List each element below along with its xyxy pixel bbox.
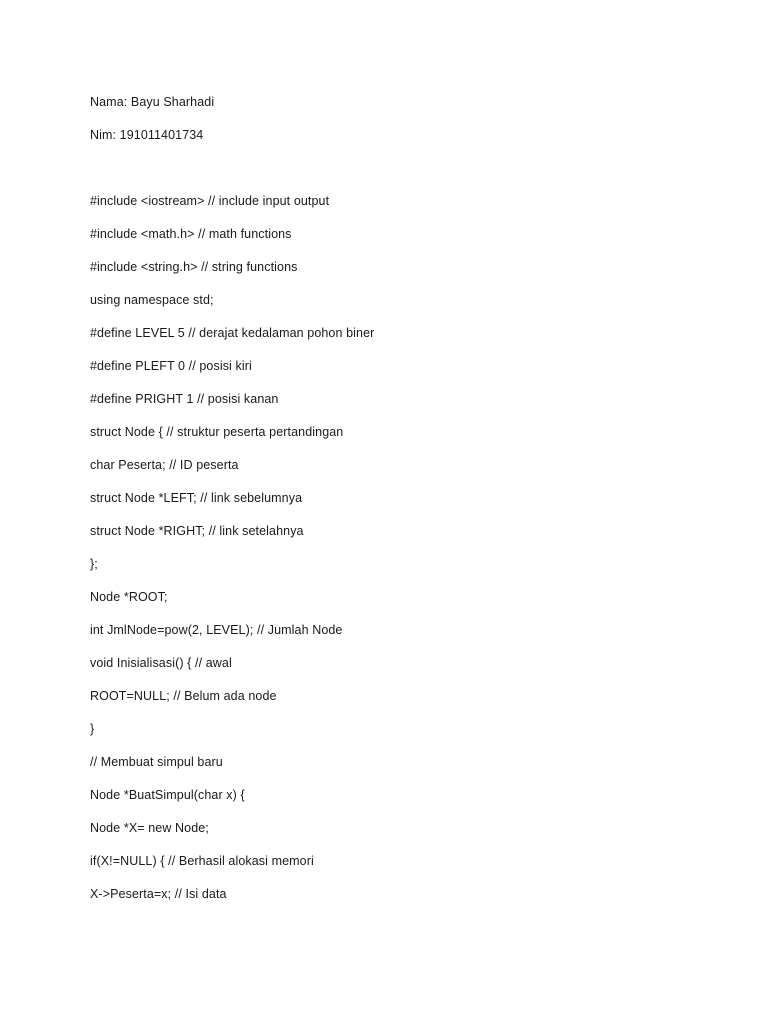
code-line: struct Node { // struktur peserta pertandingan: [90, 425, 344, 439]
code-line: if(X!=NULL) { // Berhasil alokasi memori: [90, 854, 314, 868]
code-line: };: [90, 557, 98, 571]
code-line: Node *X= new Node;: [90, 821, 209, 835]
code-line: }: [90, 722, 95, 736]
code-line: Node *ROOT;: [90, 590, 168, 604]
code-line: #include <math.h> // math functions: [90, 227, 292, 241]
code-line: // Membuat simpul baru: [90, 755, 223, 769]
code-line: #include <iostream> // include input output: [90, 194, 330, 208]
code-line: #define LEVEL 5 // derajat kedalaman pohon biner: [90, 326, 375, 340]
student-id-line: Nim: 191011401734: [90, 128, 204, 142]
code-line: struct Node *LEFT; // link sebelumnya: [90, 491, 303, 505]
code-line: void Inisialisasi() { // awal: [90, 656, 232, 670]
code-line: Node *BuatSimpul(char x) {: [90, 788, 245, 802]
code-line: using namespace std;: [90, 293, 214, 307]
code-line: #include <string.h> // string functions: [90, 260, 298, 274]
code-line: #define PRIGHT 1 // posisi kanan: [90, 392, 279, 406]
code-line: char Peserta; // ID peserta: [90, 458, 239, 472]
code-line: ROOT=NULL; // Belum ada node: [90, 689, 277, 703]
code-line: struct Node *RIGHT; // link setelahnya: [90, 524, 304, 538]
blank-line: [90, 160, 374, 193]
code-line: X->Peserta=x; // Isi data: [90, 887, 227, 901]
author-name-line: Nama: Bayu Sharhadi: [90, 95, 215, 109]
code-line: #define PLEFT 0 // posisi kiri: [90, 359, 252, 373]
document-body: [90, 94, 374, 919]
code-line: int JmlNode=pow(2, LEVEL); // Jumlah Node: [90, 623, 343, 637]
